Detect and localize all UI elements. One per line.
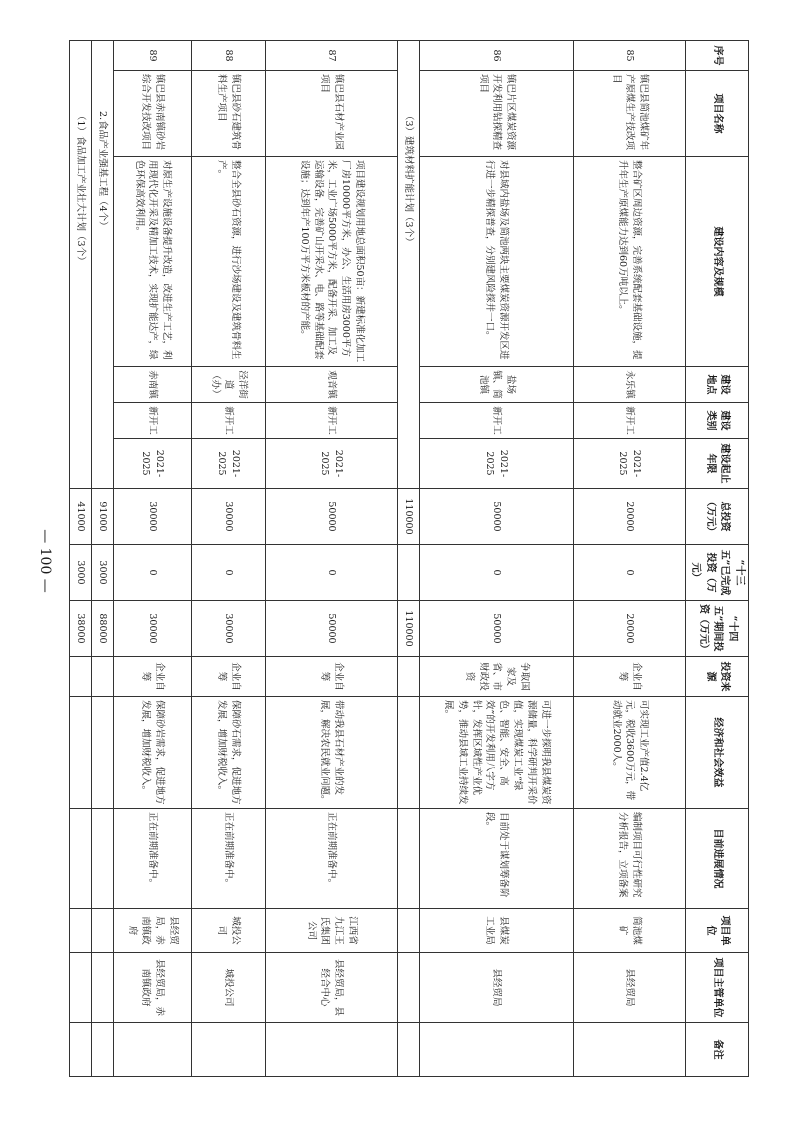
cell-progress: 编制项目可行性研究分析报告，立项备案 <box>574 809 686 909</box>
cell-name: 镇巴县简池煤矿年产原煤生产技改项目 <box>574 71 686 157</box>
cell-remark <box>574 1023 686 1077</box>
header-location: 建设地点 <box>686 367 749 403</box>
cell-scale: 对县域内盐场及简池两块主要煤炭资源开发区进行进一步精探普查，分别建风险探井一口。 <box>420 157 574 367</box>
cell-dept: 城投公司 <box>192 953 266 1023</box>
cell-done13: 0 <box>266 545 398 601</box>
cell-dept: 县经贸局，赤南镇政府 <box>114 953 192 1023</box>
table-row <box>192 41 266 1077</box>
cell-progress: 正在前期准备中。 <box>192 809 266 909</box>
cell-name: 镇巴片区煤炭资源开发利用钻探精查项目 <box>420 71 574 157</box>
cell-type: 新开工 <box>574 403 686 439</box>
cell-progress: 目前处于谋划筹备阶段。 <box>420 809 574 909</box>
cell-remark <box>192 1023 266 1077</box>
cell-total: 30000 <box>192 489 266 545</box>
cell-type: 新开工 <box>420 403 574 439</box>
cell-benefit: 保障砂岩需求，促进地方发展，增加财税收入。 <box>114 697 192 809</box>
cell-done13: 0 <box>420 545 574 601</box>
cell-type: 新开工 <box>114 403 192 439</box>
section-row <box>92 41 114 1077</box>
section-total: 41000 <box>70 489 92 545</box>
cell-period: 2021-2025 <box>420 439 574 489</box>
section-done13: 3000 <box>92 545 114 601</box>
cell-unit: 江西省九江王氏集团公司 <box>266 909 398 953</box>
cell-scale: 对原生产设施设备提升改造，改进生产工艺，利用现代化开采及精加工技术，实现扩能达产，绿色环保高效利用。 <box>114 157 192 367</box>
cell-unit: 简池煤矿 <box>574 909 686 953</box>
cell-location: 永乐镇 <box>574 367 686 403</box>
section-plan14: 88000 <box>92 601 114 657</box>
cell-done13: 0 <box>192 545 266 601</box>
cell-benefit: 可实现工业产值2.4亿元，税收3600万元，带动就业2000人。 <box>574 697 686 809</box>
cell-total: 20000 <box>574 489 686 545</box>
project-table <box>69 40 749 1077</box>
cell-scale: 整合全县砂石资源，进行沙场建设及建筑骨料生产。 <box>192 157 266 367</box>
cell-remark <box>114 1023 192 1077</box>
cell-benefit: 保障砂石需求，促进地方发展，增加财税收入。 <box>192 697 266 809</box>
cell-location: 泾洋街道（办） <box>192 367 266 403</box>
cell-name: 镇巴县石材产业园项目 <box>266 71 398 157</box>
cell-total: 50000 <box>266 489 398 545</box>
cell-unit: 城投公司 <box>192 909 266 953</box>
cell-seq: 85 <box>574 41 686 71</box>
cell-seq: 88 <box>192 41 266 71</box>
cell-total: 30000 <box>114 489 192 545</box>
cell-period: 2021-2025 <box>114 439 192 489</box>
header-dept: 项目主管单位 <box>686 953 749 1023</box>
section-plan14: 110000 <box>398 601 420 657</box>
header-benefit: 经济和社会效益 <box>686 697 749 809</box>
header-remark: 备注 <box>686 1023 749 1077</box>
section-plan14: 38000 <box>70 601 92 657</box>
section-row <box>398 41 420 1077</box>
cell-plan14: 20000 <box>574 601 686 657</box>
header-source: 投资来源 <box>686 657 749 697</box>
cell-progress: 正在前期准备中。 <box>114 809 192 909</box>
cell-plan14: 30000 <box>192 601 266 657</box>
cell-unit: 县经贸局，赤南镇政府 <box>114 909 192 953</box>
header-scale: 建设内容及规模 <box>686 157 749 367</box>
section-title: （3）建筑材料扩能计划（3个） <box>398 41 420 489</box>
cell-source: 争取国家及省、市财政投资 <box>420 657 574 697</box>
page-number: — 100 — <box>37 529 53 593</box>
cell-seq: 86 <box>420 41 574 71</box>
cell-scale: 项目建设规划用地总面积50亩：新建标准化加工厂房10000平方米，办公、生活用房3000平方米，工业广场5000平方米，配备开采、加工及运输设备，完善矿山开采水、电、路等基础配套设施；达到年产100万平方米板材的产能。 <box>266 157 398 367</box>
table-row <box>574 41 686 1077</box>
cell-period: 2021-2025 <box>574 439 686 489</box>
section-row <box>70 41 92 1077</box>
cell-remark <box>420 1023 574 1077</box>
cell-name: 镇巴县赤南镇砂岩综合开发技改项目 <box>114 71 192 157</box>
cell-source: 企业自筹 <box>114 657 192 697</box>
cell-done13: 0 <box>574 545 686 601</box>
cell-dept: 县经贸局 <box>574 953 686 1023</box>
cell-unit: 县煤炭工业局 <box>420 909 574 953</box>
section-total: 91000 <box>92 489 114 545</box>
cell-scale: 整合矿区周边资源，完善系统配套基础设施，提升年生产原煤能力达到60万吨以上。 <box>574 157 686 367</box>
table-row <box>266 41 398 1077</box>
header-progress: 目前进展情况 <box>686 809 749 909</box>
cell-dept: 县经贸局，县经合中心 <box>266 953 398 1023</box>
cell-location: 观音镇 <box>266 367 398 403</box>
section-title: 2.食品产业强基工程（4个） <box>92 41 114 489</box>
cell-progress: 正在前期准备中。 <box>266 809 398 909</box>
cell-source: 企业自筹 <box>266 657 398 697</box>
table-row <box>420 41 574 1077</box>
cell-type: 新开工 <box>192 403 266 439</box>
cell-benefit: 可进一步探明我县煤炭资源储量，科学研判开采价值，实现煤炭工业“绿色、智能、安全、高效”的开发利用八字方针，发挥区域性产业优势，推动县域工业持续发展。 <box>420 697 574 809</box>
cell-seq: 89 <box>114 41 192 71</box>
cell-plan14: 50000 <box>266 601 398 657</box>
cell-benefit: 带动我县石材产业的发展，解决农民就业问题。 <box>266 697 398 809</box>
cell-location: 赤南镇 <box>114 367 192 403</box>
cell-remark <box>266 1023 398 1077</box>
cell-plan14: 50000 <box>420 601 574 657</box>
cell-plan14: 30000 <box>114 601 192 657</box>
section-done13 <box>398 545 420 601</box>
cell-done13: 0 <box>114 545 192 601</box>
section-total: 110000 <box>398 489 420 545</box>
cell-total: 50000 <box>420 489 574 545</box>
table-header-row <box>686 41 749 1077</box>
section-title: （1）食品加工产业壮大计划（3个） <box>70 41 92 489</box>
header-period: 建设起止年限 <box>686 439 749 489</box>
cell-period: 2021-2025 <box>192 439 266 489</box>
cell-source: 企业自筹 <box>574 657 686 697</box>
cell-dept: 县经贸局 <box>420 953 574 1023</box>
cell-location: 盐场镇、简池镇 <box>420 367 574 403</box>
cell-seq: 87 <box>266 41 398 71</box>
header-done13: “十三五”已完成投资（万元） <box>686 545 749 601</box>
header-plan14: “十四五”期间投资（万元） <box>686 601 749 657</box>
header-seq: 序号 <box>686 41 749 71</box>
header-unit: 项目单位 <box>686 909 749 953</box>
header-total: 总投资（万元） <box>686 489 749 545</box>
cell-name: 镇巴县砂石建筑骨料生产项目 <box>192 71 266 157</box>
table-row <box>114 41 192 1077</box>
cell-period: 2021-2025 <box>266 439 398 489</box>
header-type: 建设类别 <box>686 403 749 439</box>
cell-source: 企业自筹 <box>192 657 266 697</box>
cell-type: 新开工 <box>266 403 398 439</box>
header-name: 项目名称 <box>686 71 749 157</box>
section-done13: 3000 <box>70 545 92 601</box>
